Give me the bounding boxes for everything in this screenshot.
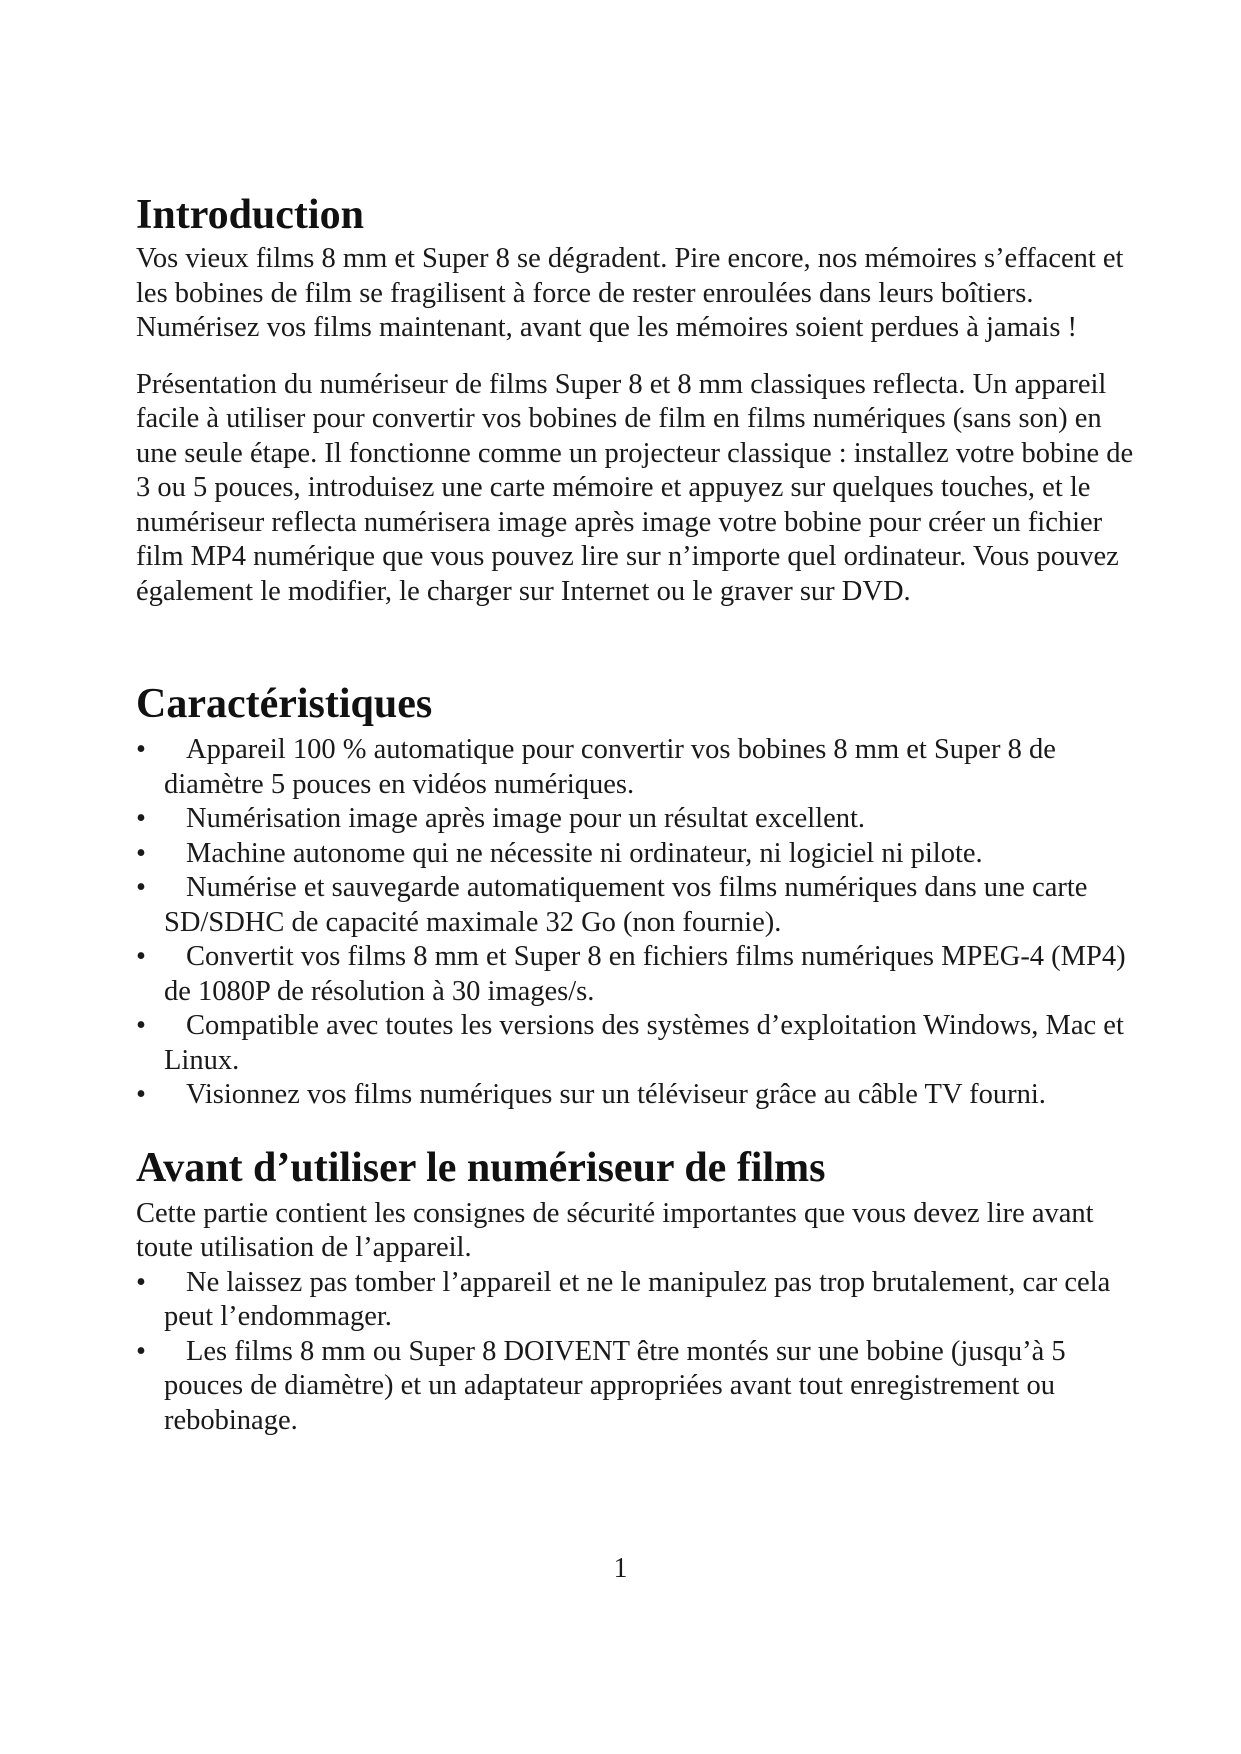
intro-paragraph: Présentation du numériseur de films Super 8 et 8 mm classiques reflecta. Un appareil facile à utiliser pour convertir vos bobines de film en films numériques (sans son) en une seule étape. Il fonctionne comme un projecteur classique : installez votre bobine de 3 ou 5 pouces, introduisez une carte mémoire et appuyez sur quelques touches, et le numériseur reflecta numérisera image après image votre bobine pour créer un fichier film MP4 numérique que vous pouvez lire sur n’importe quel ordinateur. Vous pouvez également le modifier, le charger sur Internet ou le graver sur DVD. [136, 368, 1134, 607]
list-item-text: Compatible avec toutes les versions des systèmes d’exploitation Windows, Mac et Linux. [164, 1010, 1124, 1076]
section-before-use [136, 1143, 1136, 1439]
list-item-text: Numérisation image après image pour un résultat excellent. [186, 803, 866, 834]
bullet-icon: • [136, 803, 146, 834]
list-item-text: Les films 8 mm ou Super 8 DOIVENT être montés sur une bobine (jusqu’à 5 pouces de diamètre) et un adaptateur appropriées avant tout enregistrement ou rebobinage. [164, 1335, 1066, 1436]
list-item [136, 1335, 1136, 1439]
bullet-icon: • [136, 1079, 146, 1110]
list-item [136, 1266, 1136, 1335]
bullet-icon: • [136, 1335, 146, 1367]
list-item [136, 837, 1136, 872]
section-introduction [136, 190, 1136, 609]
introduction-heading: Introduction [136, 192, 364, 238]
features-list [136, 733, 1136, 1113]
list-item [136, 733, 1136, 802]
bullet-icon: • [136, 1266, 146, 1298]
safety-list [136, 1266, 1136, 1439]
list-item-text: Ne laissez pas tomber l’appareil et ne le manipulez pas trop brutalement, car cela peut l’endommager. [164, 1266, 1111, 1332]
before-use-intro: Cette partie contient les consignes de sécurité importantes que vous devez lire avant toute utilisation de l’appareil. [136, 1197, 1094, 1263]
bullet-icon: • [136, 872, 146, 903]
list-item-text: Machine autonome qui ne nécessite ni ordinateur, ni logiciel ni pilote. [186, 837, 983, 869]
list-item-text: Appareil 100 % automatique pour convertir vos bobines 8 mm et Super 8 de diamètre 5 pouces en vidéos numériques. [164, 734, 1056, 800]
bullet-icon: • [136, 734, 146, 765]
page-number: 1 [613, 1553, 628, 1584]
list-item [136, 1078, 1136, 1113]
features-heading: Caractéristiques [136, 681, 433, 727]
list-item [136, 871, 1136, 940]
bullet-icon: • [136, 941, 146, 972]
list-item [136, 802, 1136, 837]
bullet-icon: • [136, 1010, 146, 1041]
list-item [136, 1009, 1136, 1078]
intro-paragraph: Vos vieux films 8 mm et Super 8 se dégradent. Pire encore, nos mémoires s’effacent et les bobines de film se fragilisent à force de rester enroulées dans leurs boîtiers. Numérisez vos films maintenant, avant que les mémoires soient perdues à jamais ! [136, 243, 1124, 343]
list-item-text: Visionnez vos films numériques sur un téléviseur grâce au câble TV fourni. [186, 1079, 1046, 1110]
bullet-icon: • [136, 837, 146, 869]
list-item [136, 940, 1136, 1009]
before-use-heading: Avant d’utiliser le numériseur de films [136, 1144, 826, 1191]
document-page [136, 190, 1136, 1438]
list-item-text: Numérise et sauvegarde automatiquement vos films numériques dans une carte SD/SDHC de capacité maximale 32 Go (non fournie). [164, 872, 1088, 938]
section-features [136, 679, 1136, 1113]
list-item-text: Convertit vos films 8 mm et Super 8 en fichiers films numériques MPEG-4 (MP4) de 1080P de résolution à 30 images/s. [164, 941, 1126, 1007]
